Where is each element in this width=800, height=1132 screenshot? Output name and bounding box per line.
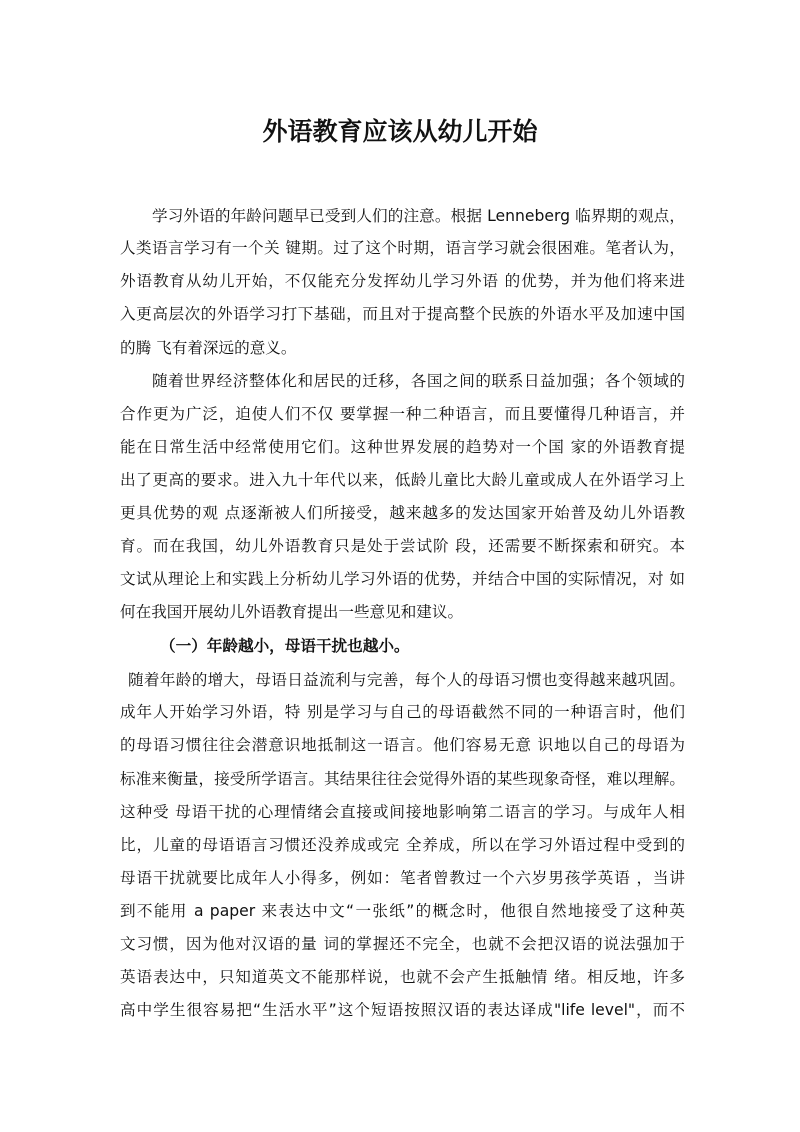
text-line: 的腾 飞有着深远的意义。 xyxy=(120,339,297,357)
text-line: 高中学生很容易把“生活水平”这个短语按照汉语的表达译成"life level"，而不 xyxy=(120,1001,685,1019)
text-line: 文试从理论上和实践上分析幼儿学习外语的优势，并结合中国的实际情况，对 如 xyxy=(120,570,685,588)
text-line: 这种受 母语干扰的心理情绪会直接或间接地影响第二语言的学习。与成年人相 xyxy=(120,803,685,821)
text-line: 文习惯，因为他对汉语的量 词的掌握还不完全，也就不会把汉语的说法强加于 xyxy=(120,935,685,953)
text-line: 成年人开始学习外语，特 别是学习与自己的母语截然不同的一种语言时，他们 xyxy=(120,703,685,721)
text-line: 人类语言学习有一个关 键期。过了这个时期，语言学习就会很困难。笔者认为， xyxy=(120,239,685,257)
section-heading: （一）年龄越小，母语干扰也越小。 xyxy=(160,637,410,655)
text-line: 的母语习惯往往会潜意识地抵制这一语言。他们容易无意 识地以自己的母语为 xyxy=(120,736,685,754)
text-line: 入更高层次的外语学习打下基础，而且对于提高整个民族的外语水平及加速中国 xyxy=(120,305,685,323)
text-line: 育。而在我国，幼儿外语教育只是处于尝试阶 段，还需要不断探索和研究。本 xyxy=(120,537,685,555)
text-line: 英语表达中，只知道英文不能那样说，也就不会产生抵触情 绪。相反地，许多 xyxy=(120,968,685,986)
text-line: 更具优势的观 点逐渐被人们所接受，越来越多的发达国家开始普及幼儿外语教 xyxy=(120,504,685,522)
page-title: 外语教育应该从幼儿开始 xyxy=(262,117,538,146)
text-line: 随着世界经济整体化和居民的迁移，各国之间的联系日益加强；各个领域的 xyxy=(152,372,685,390)
text-line: 到不能用 a paper 来表达中文“一张纸”的概念时，他很自然地接受了这种英 xyxy=(120,902,685,920)
text-line: 学习外语的年龄问题早已受到人们的注意。根据 Lenneberg 临界期的观点， xyxy=(152,207,685,225)
text-line: 标准来衡量，接受所学语言。其结果往往会觉得外语的某些现象奇怪，难以理解。 xyxy=(120,770,685,788)
text-line: 随着年龄的增大，母语日益流利与完善，每个人的母语习惯也变得越来越巩固。 xyxy=(128,671,685,689)
text-line: 母语干扰就要比成年人小得多，例如：笔者曾教过一个六岁男孩学英语 ，当讲 xyxy=(120,869,685,887)
text-line: 比，儿童的母语语言习惯还没养成或完 全养成，所以在学习外语过程中受到的 xyxy=(120,836,685,854)
text-line: 何在我国开展幼儿外语教育提出一些意见和建议。 xyxy=(120,603,464,621)
text-line: 合作更为广泛，迫使人们不仅 要掌握一种二种语言，而且要懂得几种语言，并 xyxy=(120,405,685,423)
text-line: 出了更高的要求。进入九十年代以来，低龄儿童比大龄儿童或成人在外语学习上 xyxy=(120,471,685,489)
text-line: 能在日常生活中经常使用它们。这种世界发展的趋势对一个国 家的外语教育提 xyxy=(120,438,685,456)
text-line: 外语教育从幼儿开始，不仅能充分发挥幼儿学习外语 的优势，并为他们将来进 xyxy=(120,272,685,290)
